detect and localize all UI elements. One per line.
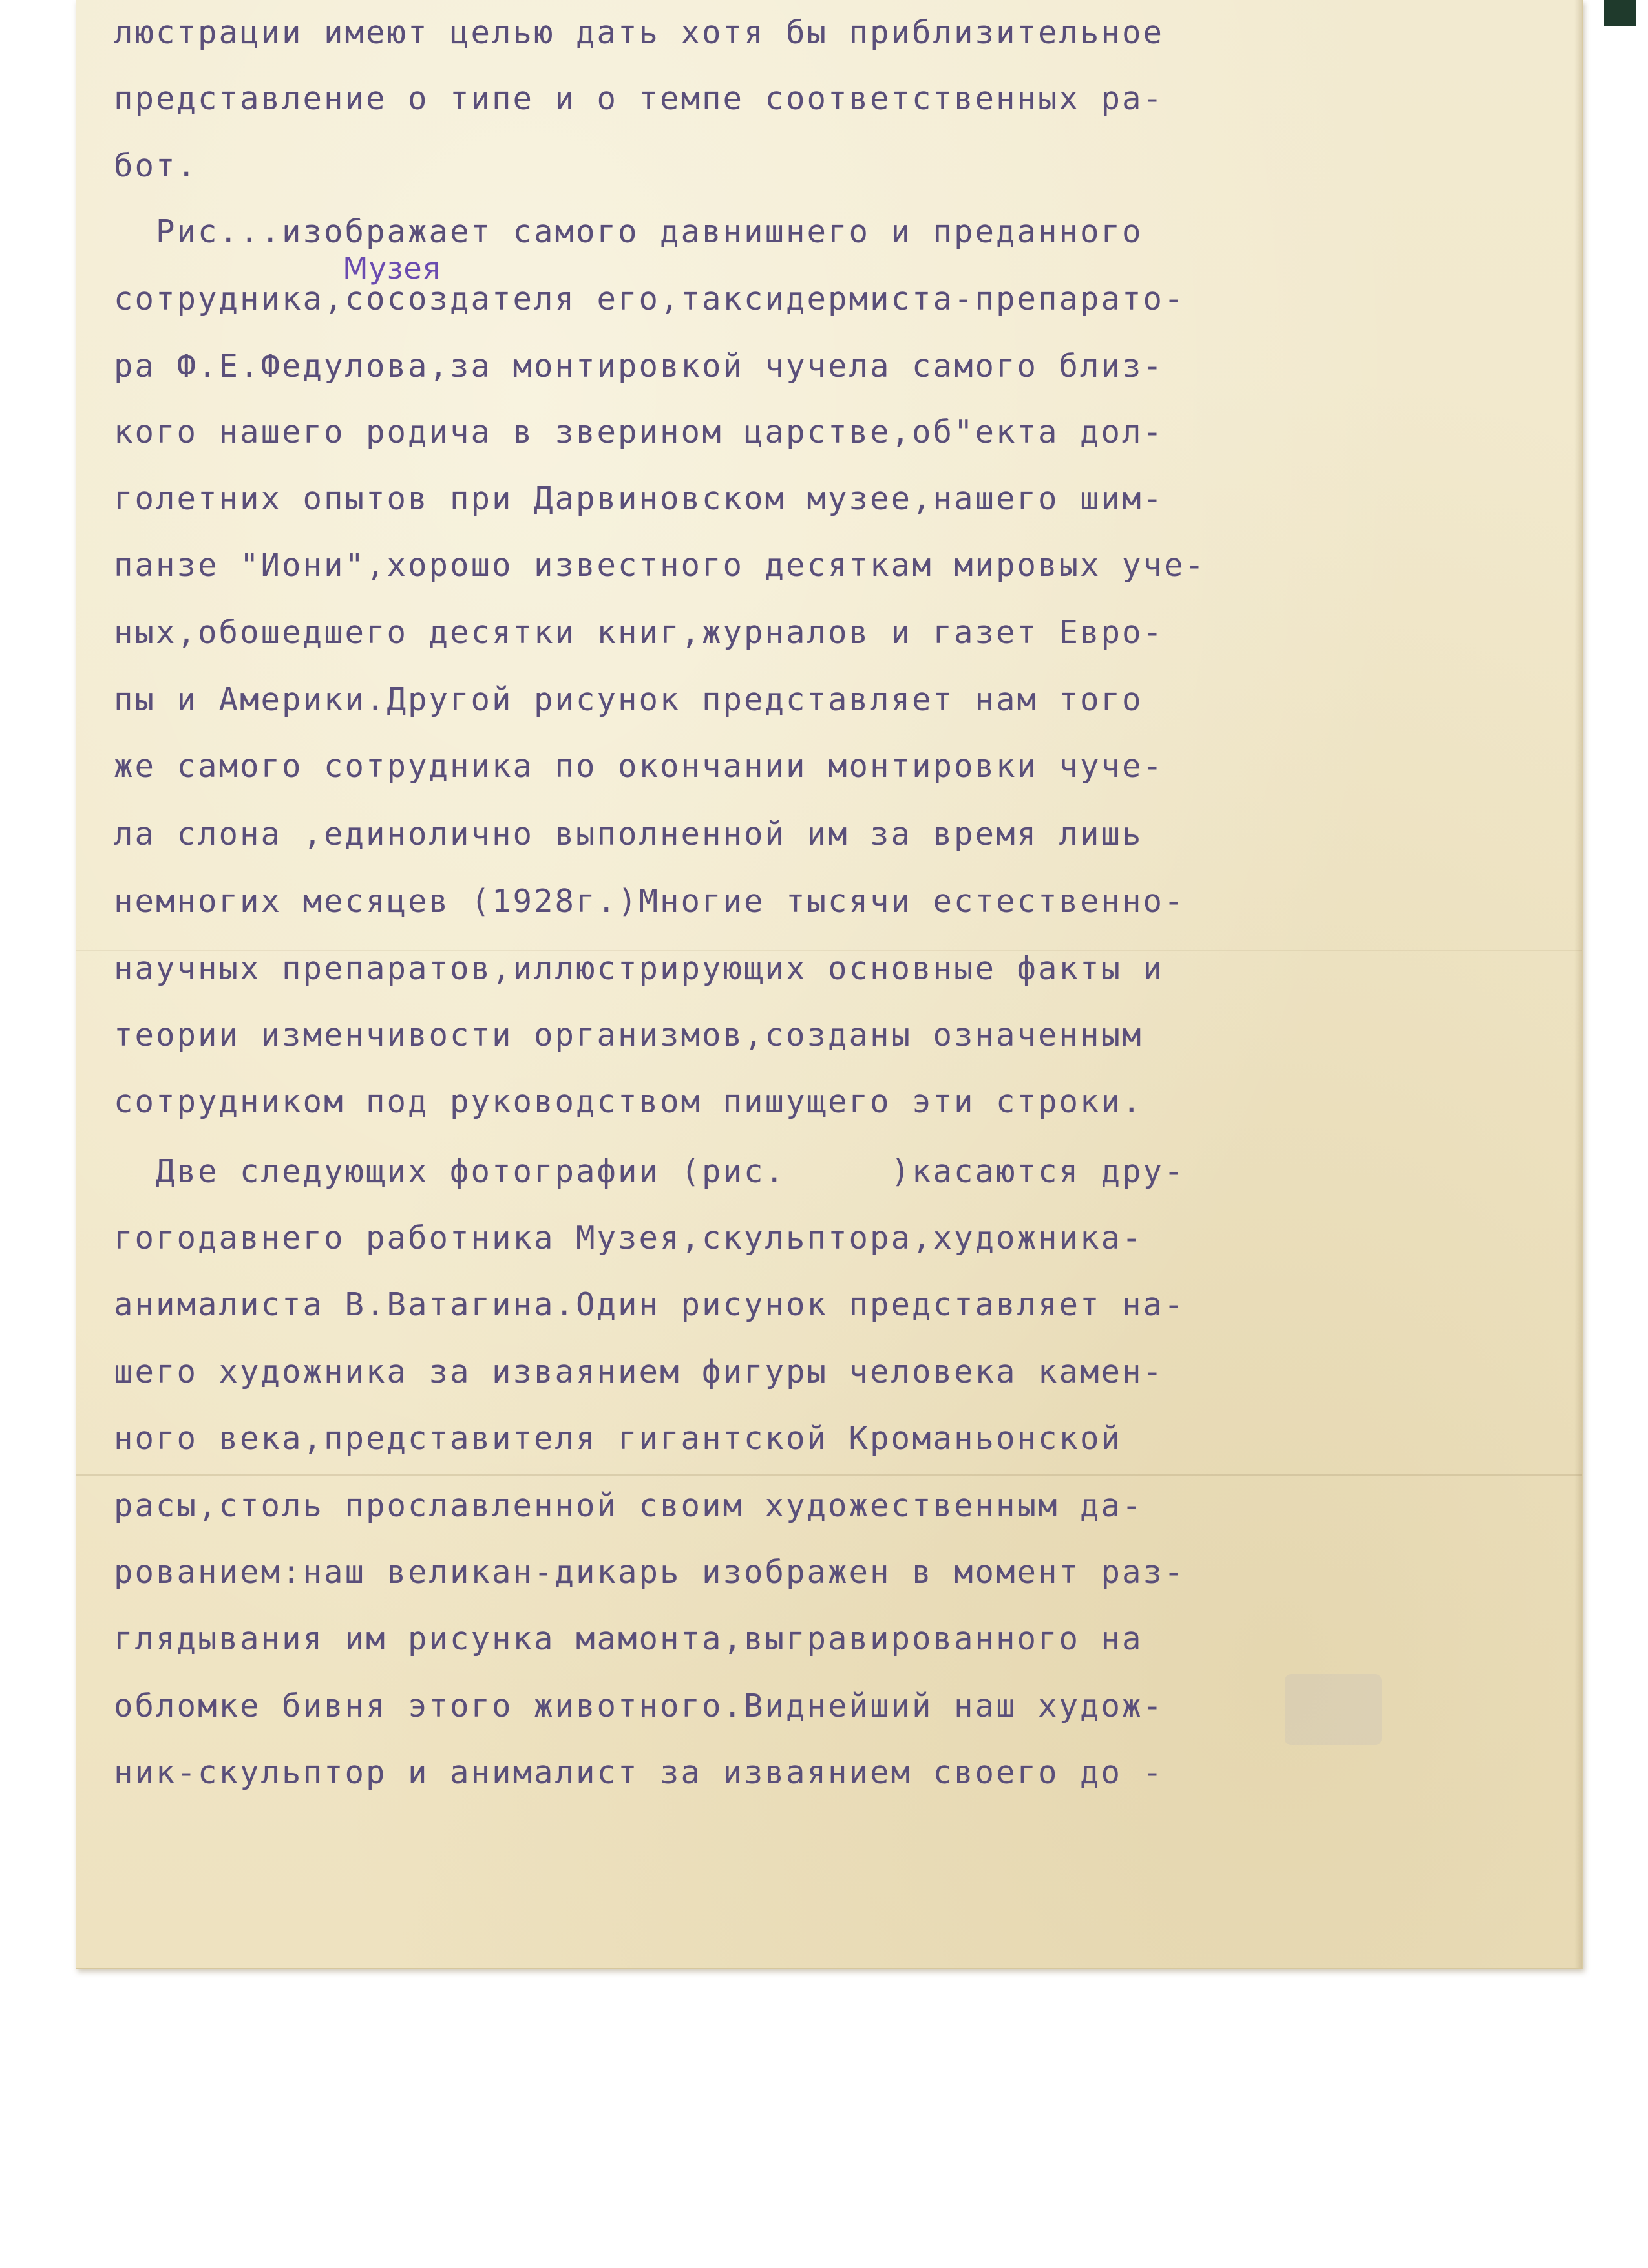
text-line: бот.	[114, 147, 198, 184]
text-line: ра Ф.Е.Федулова,за монтировкой чучела самого близ-	[114, 348, 1165, 385]
text-line: теории изменчивости организмов,созданы означенным	[114, 1017, 1143, 1054]
text-line: ла слона ,единолично выполненной им за время лишь	[114, 816, 1143, 853]
text-line: ник-скульптор и анималист за изваянием своего до -	[114, 1754, 1165, 1791]
scanner-edge-strip	[1604, 0, 1636, 26]
text-line: гогодавнего работника Музея,скульптора,художника-	[114, 1220, 1143, 1256]
text-line: Две следующих фотографии (рис. )касаются дру-	[114, 1153, 1185, 1190]
text-line: Рис...изображает самого давнишнего и преданного	[114, 213, 1143, 250]
text-line: голетних опытов при Дарвиновском музее,нашего шим-	[114, 480, 1165, 517]
text-line: глядывания им рисунка мамонта,выгравированного на	[114, 1620, 1143, 1657]
handwritten-insertion: Музея	[343, 251, 441, 286]
text-line: ного века,представителя гигантской Кроманьонской	[114, 1420, 1123, 1457]
text-line: немногих месяцев (1928г.)Многие тысячи естественно-	[114, 883, 1185, 920]
text-line: рованием:наш великан-дикарь изображен в момент раз-	[114, 1554, 1185, 1591]
text-line: представление о типе и о темпе соответственных ра-	[114, 80, 1165, 117]
text-line: шего художника за изваянием фигуры человека камен-	[114, 1353, 1165, 1390]
text-line: научных препаратов,иллюстрирующих основные факты и	[114, 950, 1165, 987]
text-line: сотрудника,сосоздателя его,таксидермиста-препарато-	[114, 281, 1185, 317]
text-line: сотрудником под руководством пишущего эти строки.	[114, 1083, 1143, 1120]
text-line: ных,обошедшего десятки книг,журналов и газет Евро-	[114, 614, 1165, 651]
text-line: панзе "Иони",хорошо известного десяткам мировых уче-	[114, 547, 1207, 584]
text-line: расы,столь прославленной своим художественным да-	[114, 1487, 1143, 1524]
paper-edge-shadow	[1574, 0, 1582, 1968]
text-line: кого нашего родича в зверином царстве,об"екта дол-	[114, 414, 1165, 450]
text-line: же самого сотрудника по окончании монтировки чуче-	[114, 748, 1165, 785]
text-line: люстрации имеют целью дать хотя бы приблизительное	[114, 14, 1165, 51]
paper-crease	[76, 1474, 1582, 1476]
text-line: обломке бивня этого животного.Виднейший наш худож-	[114, 1688, 1165, 1724]
faded-stamp	[1285, 1674, 1382, 1745]
text-line: пы и Америки.Другой рисунок представляет нам того	[114, 681, 1143, 718]
text-line: анималиста В.Ватагина.Один рисунок представляет на-	[114, 1286, 1185, 1323]
